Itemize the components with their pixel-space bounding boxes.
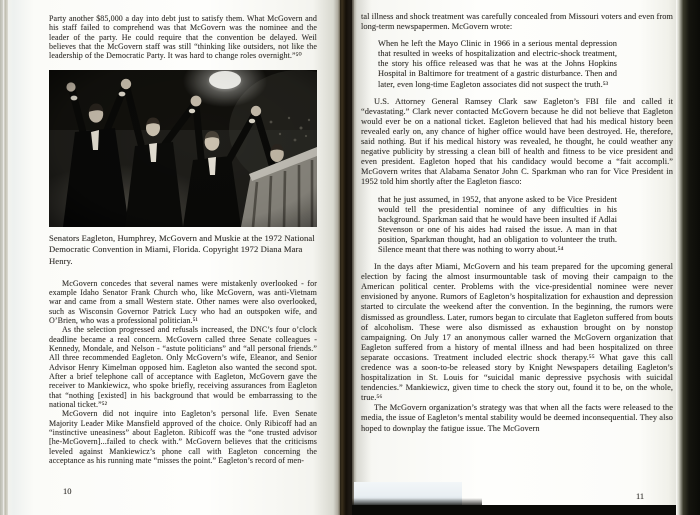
mayo-clinic-quote: When he left the Mayo Clinic in 1966 in a serious mental depression that resulted in weeks of hospitalization and electric-shock treatment, the story his office released was that he was at the Johns Hopkins Hospital in Baltimore for treatment of a gastric disturbance. Then and later, even long-time Eagleton associates did not suspect the truth.⁵³ [378,39,617,89]
book-gutter [338,0,354,515]
left-paragraph-1: McGovern concedes that several names were mistakenly overlooked - for example Idaho Senator Frank Church who, like McGovern, was anti-Vietnam war and came from a small Western state. Other names were also overlooked, such as Wisconsin Governor Patrick Lucy who had an outspoken wife, and O’Brien, who was a professional politician.⁵¹ [49,278,317,325]
page-number-left: 10 [63,486,72,496]
strategy-paragraph: The McGovern organization’s strategy was that when all the facts were released to the media, the issue of Eagleton’s mental stability would be deemed inconsequential. They also hoped to downplay the fatigue issue. The McGovern [361,403,673,433]
left-page-edge [3,0,8,515]
left-paragraph-3: McGovern did not inquire into Eagleton’s personal life. Even Senate Majority Leader Mike Mansfield approved of the choice. Only Ribicoff had an “instinctive uneasiness” about Eagleton. Ribicoff was the “one trusted advisor [he-McGovern]...failed to check with.” McGovern believes that the criticisms leveled against Mankiewicz’s phone call with Eagleton concerning the acceptance as his running mate “misses the point.” Eagleton’s record of men- [49,409,317,466]
sparkman-quote: that he just assumed, in 1952, that anyone asked to be Vice President would tell the presidential nominee of any difficulties in his background. Sparkman said that he would have been insulted if Adlai Stevenson or one of his aides had raised the issue. A man in that position, Sparkman thought, had an obligation to volunteer the truth. Silence meant that there was nothing to worry about.⁵⁴ [378,194,617,254]
ramsey-clark-paragraph: U.S. Attorney General Ramsey Clark saw Eagleton’s FBI file and called it “devastating.” Clark never contacted McGovern because he did not believe that Eagleton would ever be on a national ticket. Eagleton believed that had his medical history been revealed early on, any chance of higher office would have been destroyed. He, therefore, said nothing. But if his medical history was revealed, he thought, he could weather any negative publicity by stressing a clean bill of health and fitness to be vice president and even president. Eagleton hoped that his candidacy would become a “fait accompli.” McGovern writes that Alabama Senator John C. Sparkman who ran for Vice President in 1952 told him shortly after the Eagleton fiasco: [361,96,673,187]
right-continuation-paragraph: tal illness and shock treatment was carefully concealed from Missouri voters and even from long-term newspapermen. McGovern wrote: [361,12,673,32]
left-intro-paragraph: Party another $85,000 a day into debt just to satisfy them. What McGovern and his staff failed to comprehend was that McGovern was the nominee and the leader of the party. He could require that the convention be delayed. Weil believes that the McGovern staff was still “thinking like outsiders, not like the leadership of the Democratic Party. It was hard to change roles overnight.”⁵⁰ [49,14,317,61]
left-page [0,0,340,515]
convention-photo-graphic [49,70,317,227]
left-paragraph-2: As the selection progressed and refusals increased, the DNC’s four o’clock deadline became a real concern. McGovern called three Senate colleagues - Kennedy, Mondale, and Nelson - “astute politicians” and “all personal friends.” All three recommended Eagleton. Only McGovern’s wife, Eleanor, and Senior Advisor Henry Kimelman opposed him. Eagleton also wanted the second spot. After a brief telephone call of acceptance with Eagleton, McGovern gave the receiver to Mankiewicz, who spoke briefly, receiving assurances from Eagleton that “nothing [existed] in his background that would be embarrassing to the national ticket.”⁵² [49,325,317,409]
right-page [352,0,678,507]
rumors-paragraph: In the days after Miami, McGovern and his team prepared for the upcoming general election by facing the almost insurmountable task of moving their campaign to the American political center. Problems with the vice-presidential nominee were never envisioned by anyone. Rumors of Eagleton’s hospitalization for exhaustion and depression started to circulate the weekend after the convention. In the beginning, the rumors were dismissed as groundless. Later, rumors began to circulate that Eagleton suffered from bouts of alcoholism. These were also dismissed as exhaustion brought on by nonstop campaigning. On July 17 an anonymous caller warned the McGovern organization that Eagleton suffered from a history of mental illness and had been hospitalized on three separate occasions. Treatment included electric shock therapy.⁵⁵ What gave this call credence was a soon-to-be released story by Knight Newspapers detailing Eagleton’s hospitalization in St. Louis for “suicidal manic depressive psychosis with suicidal tendencies.” Mankiewicz, given time to check the story out, found it to be, on the whole, true.⁵⁶ [361,262,673,403]
table-shadow [352,505,700,515]
page-number-right: 11 [636,491,645,501]
book-right-edge [676,0,700,515]
convention-photo [49,70,317,227]
photo-caption: Senators Eagleton, Humphrey, McGovern and Muskie at the 1972 National Democratic Convention in Miami, Florida. Copyright 1972 Diana Mara Henry. [49,232,315,266]
